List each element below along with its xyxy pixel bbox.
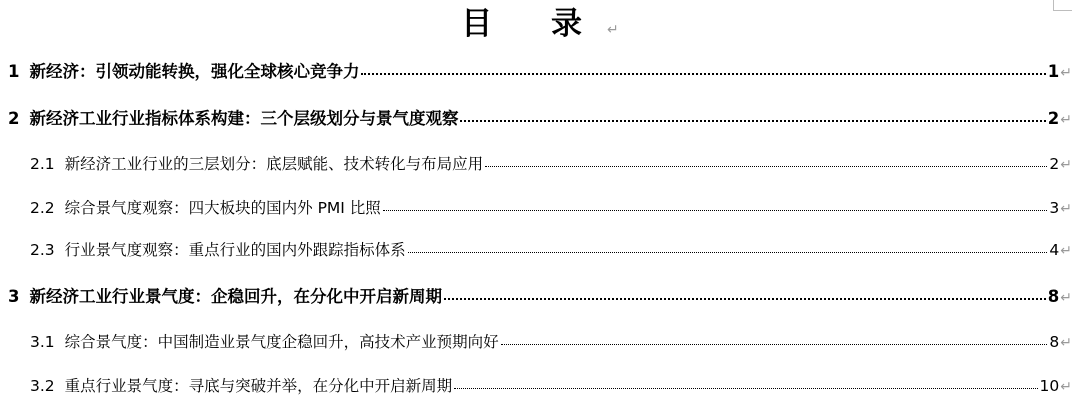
toc-entry-label: 综合景气度：中国制造业景气度企稳回升，高技术产业预期向好	[64, 333, 499, 351]
toc-entry-page: 3	[1049, 199, 1060, 217]
paragraph-mark-icon: ↵	[1060, 379, 1072, 395]
toc-heading	[0, 2, 1080, 52]
toc-entry-page: 4	[1049, 241, 1060, 259]
toc-entry-number: 2.1	[30, 155, 55, 173]
toc-entry[interactable]	[0, 285, 1072, 310]
toc-entry-label: 重点行业景气度：寻底与突破并举，在分化中开启新周期	[64, 377, 453, 395]
toc-entry-label: 新经济工业行业指标体系构建：三个层级划分与景气度观察	[29, 109, 459, 128]
toc-entry-number: 2.3	[30, 241, 55, 259]
toc-entry-label: 新经济工业行业的三层划分：底层赋能、技术转化与布局应用	[64, 155, 484, 173]
toc-entry-page: 1	[1047, 62, 1060, 81]
toc-entry-label: 行业景气度观察：重点行业的国内外跟踪指标体系	[64, 241, 406, 259]
toc-entry[interactable]	[0, 196, 1072, 221]
paragraph-mark-icon: ↵	[1060, 157, 1072, 173]
dot-leader	[501, 332, 1048, 348]
toc-entry[interactable]	[0, 60, 1072, 85]
toc-entry-page: 8	[1049, 333, 1060, 351]
toc-entry[interactable]	[0, 238, 1072, 263]
toc-entry-number: 1	[8, 62, 20, 81]
toc-entry[interactable]	[0, 330, 1072, 355]
toc-entry-number: 3	[8, 287, 20, 306]
toc-entry-label: 新经济：引领动能转换，强化全球核心竞争力	[29, 62, 360, 81]
paragraph-mark-icon: ↵	[1060, 112, 1072, 128]
paragraph-mark-icon: ↵	[1060, 201, 1072, 217]
dot-leader	[361, 61, 1045, 78]
toc-entry[interactable]	[0, 107, 1072, 132]
paragraph-mark-icon: ↵	[1060, 65, 1072, 81]
dot-leader	[408, 240, 1048, 256]
toc-entry-page: 10	[1039, 377, 1060, 395]
toc-entry-page: 8	[1047, 287, 1060, 306]
toc-entry-label: 综合景气度观察：四大板块的国内外 PMI 比照	[64, 199, 381, 217]
dot-leader	[485, 154, 1047, 170]
toc-entry-page: 2	[1047, 109, 1060, 128]
paragraph-mark-icon: ↵	[1060, 290, 1072, 306]
paragraph-mark-icon: ↵	[1060, 335, 1072, 351]
dot-leader	[444, 286, 1046, 303]
toc-entry-number: 2.2	[30, 199, 55, 217]
toc-entry-page: 2	[1049, 155, 1060, 173]
toc-entry[interactable]	[0, 152, 1072, 177]
dot-leader	[383, 198, 1048, 214]
toc-entry-number: 3.2	[30, 377, 55, 395]
toc-heading-text: 目 录	[461, 6, 607, 42]
dot-leader	[460, 108, 1045, 125]
paragraph-mark-icon: ↵	[607, 22, 619, 38]
toc-entry-number: 2	[8, 109, 20, 128]
toc-entry-label: 新经济工业行业景气度：企稳回升，在分化中开启新周期	[29, 287, 442, 306]
toc-entry[interactable]	[0, 374, 1072, 399]
toc-entry-number: 3.1	[30, 333, 55, 351]
paragraph-mark-icon: ↵	[1060, 243, 1072, 259]
dot-leader	[454, 376, 1037, 392]
